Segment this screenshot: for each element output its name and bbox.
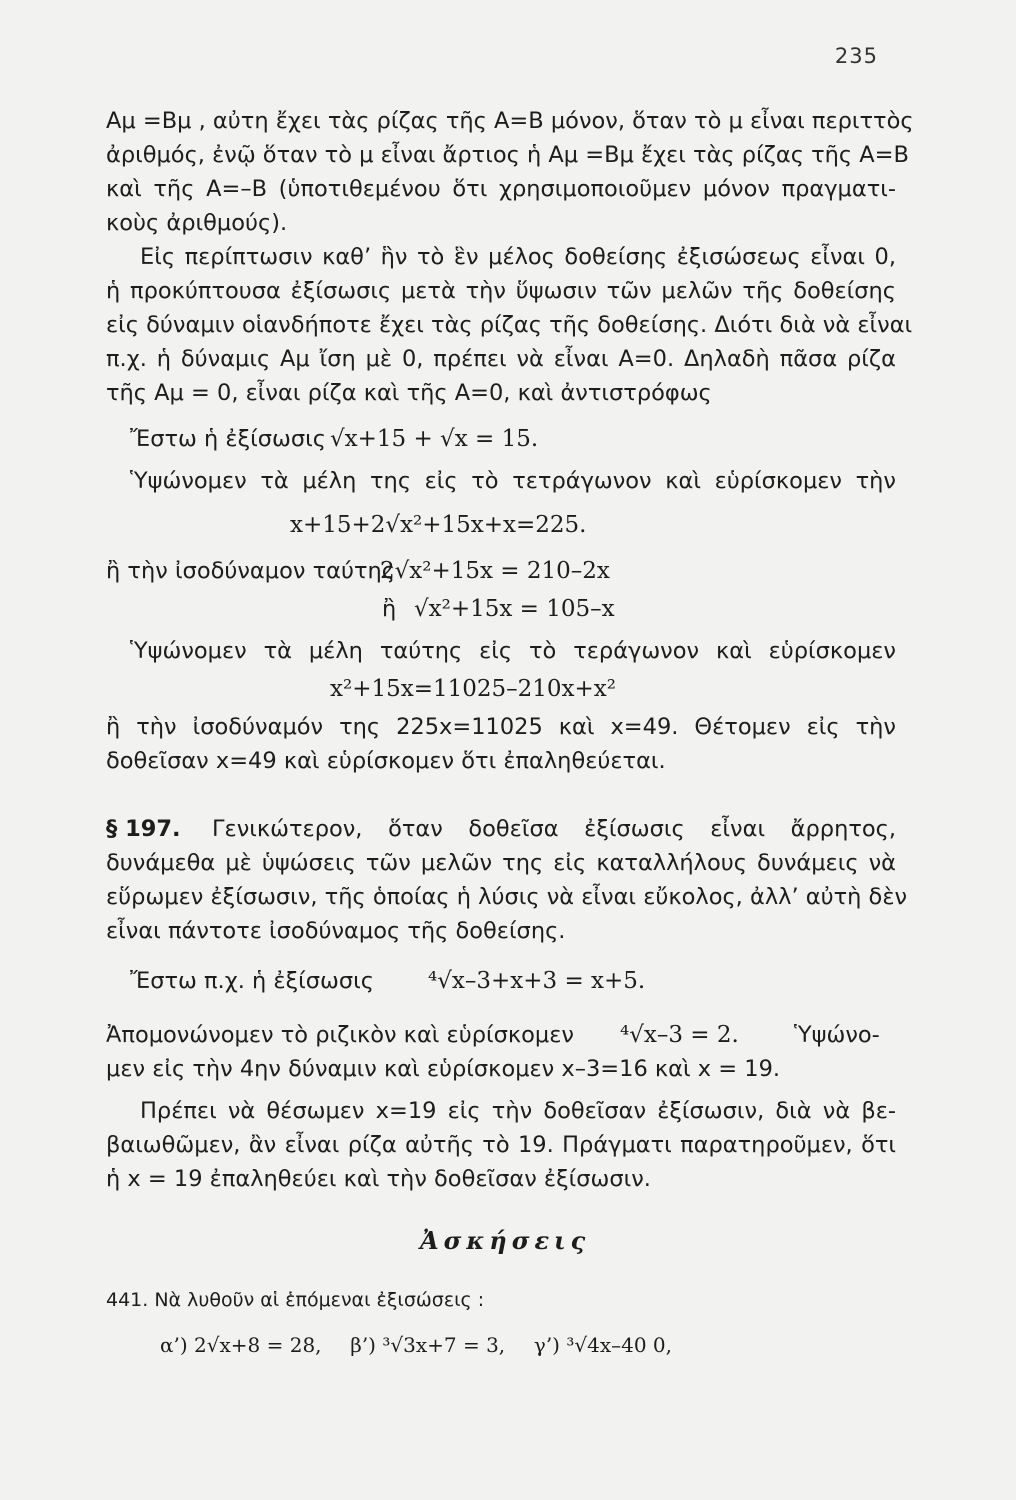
para1-line1: Aμ =Bμ , αὐτη ἔχει τὰς ρίζας τῆς A=B μόνον, ὅταν τὸ μ εἶναι περιττὸς [106,108,914,134]
section197-line4: εἶναι πάντοτε ἰσοδύναμος τῆς δοθείσης. [106,918,566,944]
example1-square-line2: Ὑψώνομεν τὰ μέλη ταύτης εἰς τὸ τεράγωνον καὶ εὑρίσκομεν [130,638,896,664]
para2-line1: Εἰς περίπτωσιν καθ’ ἣν τὸ ἓν μέλος δοθείσης ἐξισώσεως εἶναι 0, [140,244,896,270]
section197-example-intro: Ἔστω π.χ. ἡ ἐξίσωσις [130,968,374,994]
section197-check-line3: ἡ x = 19 ἐπαληθεύει καὶ τὴν δοθεῖσαν ἐξίσωσιν. [106,1166,651,1192]
example1-equation3: 2√x²+15x = 210–2x [380,558,610,584]
section197-isolate-equation: ⁴√x–3 = 2. [620,1022,739,1048]
para1-line2: ἀριθμός, ἐνῷ ὅταν τὸ μ εἶναι ἄρτιος ἡ Aμ =Bμ ἔχει τὰς ρίζας τῆς A=B [106,142,909,168]
exercise-441-items [160,1330,672,1360]
page-number: 235 [834,44,878,68]
section197-line3: εὕρωμεν ἐξίσωσιν, τῆς ὁποίας ἡ λύσις νὰ εἶναι εὔκολος, ἀλλ’ αὐτὴ δὲν [106,884,908,910]
section197-isolate-tail: Ὑψώνο- [794,1022,880,1048]
para2-line4: π.χ. ἡ δύναμις Aμ ἴση μὲ 0, πρέπει νὰ εἶναι A=0. Δηλαδὴ πᾶσα ρίζα [106,346,896,372]
section-197-number: § 197. [106,816,181,842]
example1-equiv-intro: ἢ τὴν ἰσοδύναμον ταύτης [106,558,395,584]
example1-equation5: x²+15x=11025–210x+x² [330,676,616,702]
section197-isolate-line: Ἀπομονώνομεν τὸ ριζικὸν καὶ εὑρίσκομεν [106,1022,574,1048]
example1-result-line1: ἢ τὴν ἰσοδύναμόν της 225x=11025 καὶ x=49. Θέτομεν εἰς τὴν [106,714,896,740]
para2-line3: εἰς δύναμιν οἱανδήποτε ἔχει τὰς ρίζας τῆς δοθείσης. Διότι διὰ νὰ εἶναι [106,312,913,338]
exercise-item-b: β’) ³√3x+7 = 3, [350,1333,506,1357]
exercise-item-c: γ’) ³√4x–40 0, [533,1333,672,1357]
exercise-item-a: α’) 2√x+8 = 28, [160,1333,322,1357]
exercises-heading: Ἀσκήσεις [420,1226,591,1255]
section197-check-line1: Πρέπει νὰ θέσωμεν x=19 εἰς τὴν δοθεῖσαν ἐξίσωσιν, διὰ νὰ βε- [140,1098,896,1124]
section197-power-line: μεν εἰς τὴν 4ην δύναμιν καὶ εὑρίσκομεν x–3=16 καὶ x = 19. [106,1056,781,1082]
section197-line1: Γενικώτερον, ὅταν δοθεῖσα ἐξίσωσις εἶναι ἄρρητος, [212,816,896,842]
example1-equation: √x+15 + √x = 15. [330,426,539,452]
para1-line3: καὶ τῆς A=–B (ὑποτιθεμένου ὅτι χρησιμοποιοῦμεν μόνον πραγματι- [106,176,896,202]
example1-result-line2: δοθεῖσαν x=49 καὶ εὑρίσκομεν ὅτι ἐπαληθεύεται. [106,748,666,774]
section197-check-line2: βαιωθῶμεν, ἂν εἶναι ρίζα αὐτῆς τὸ 19. Πράγματι παρατηροῦμεν, ὅτι [106,1132,896,1158]
para2-line5: τῆς Aμ = 0, εἶναι ρίζα καὶ τῆς A=0, καὶ ἀντιστρόφως [106,380,712,406]
section197-line2: δυνάμεθα μὲ ὑψώσεις τῶν μελῶν της εἰς καταλλήλους δυνάμεις νὰ [106,850,896,876]
exercise-441-intro: 441. Νὰ λυθοῦν αἱ ἑπόμεναι ἐξισώσεις : [106,1289,485,1311]
example1-equation2: x+15+2√x²+15x+x=225. [290,512,587,538]
example1-square-line: Ὑψώνομεν τὰ μέλη της εἰς τὸ τετράγωνον καὶ εὑρίσκομεν τὴν [130,468,896,494]
example1-eq4-prefix: ἢ [382,596,397,622]
example1-intro: Ἔστω ἡ ἐξίσωσις [130,426,326,452]
section-number [106,814,181,844]
para2-line2: ἡ προκύπτουσα ἐξίσωσις μετὰ τὴν ὕψωσιν τῶν μελῶν τῆς δοθείσης [106,278,896,304]
para1-line4: κοὺς ἀριθμούς). [106,210,288,236]
example1-equation4: √x²+15x = 105–x [414,596,615,622]
section197-example-equation: ⁴√x–3+x+3 = x+5. [428,968,646,994]
